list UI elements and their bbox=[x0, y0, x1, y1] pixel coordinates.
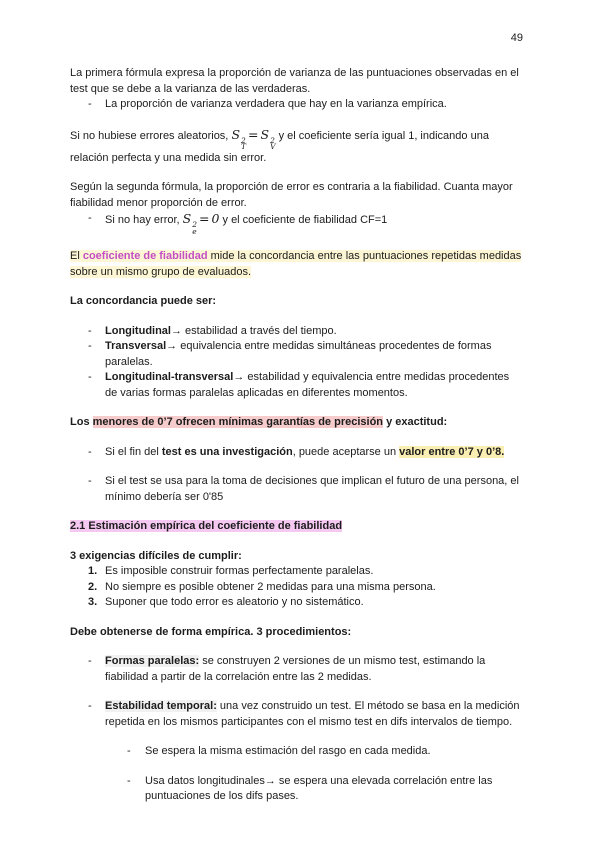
document-content bbox=[70, 66, 536, 819]
bullet-dash: - bbox=[88, 324, 92, 337]
sub-bullet-datos-longitudinales bbox=[70, 774, 536, 805]
heading-seccion-21: 2.1 Estimación empírica del coeficiente de fiabilidad bbox=[70, 520, 343, 532]
bullet-text: La proporción de varianza verdadera que hay en la varianza empírica. bbox=[105, 98, 447, 110]
list-number: 2. bbox=[88, 580, 98, 593]
bullet-dash: - bbox=[88, 445, 92, 458]
bullet-text: Transversal→ equivalencia entre medidas simultáneas procedentes de formas paralelas. bbox=[105, 340, 492, 368]
bullet-longitudinal bbox=[70, 324, 536, 340]
paragraph-errores-aleatorios bbox=[70, 127, 536, 167]
text-line: fiabilidad menor proporción de error. bbox=[70, 196, 247, 209]
text-line: Según la segunda fórmula, la proporción de error es contraria a la fiabilidad. Cuanta mayor bbox=[70, 181, 513, 193]
page-number: 49 bbox=[510, 32, 523, 44]
heading-concordancia: La concordancia puede ser: bbox=[70, 295, 217, 307]
highlighted-menores: menores de 0’7 ofrecen mínimas garantías de precisión bbox=[92, 416, 384, 428]
sub-bullet-misma-estimacion bbox=[70, 744, 536, 760]
bullet-text: Si el test se usa para la toma de decisiones que implican el futuro de una persona, el mínimo debería ser 0'85 bbox=[105, 475, 519, 503]
bullet-text: Si el fin del test es una investigación, puede aceptarse un valor entre 0’7 y 0’8. bbox=[105, 445, 505, 458]
term-coeficiente-fiabilidad: coeficiente de fiabilidad bbox=[82, 250, 208, 262]
bullet-dash: - bbox=[88, 371, 92, 383]
list-text: Es imposible construir formas perfectamente paralelas. bbox=[105, 565, 374, 577]
formula-st-equals-sv: S 2 T = S 2 V bbox=[231, 126, 276, 151]
term-estabilidad-temporal: Estabilidad temporal: bbox=[105, 700, 217, 712]
term-formas-paralelas: Formas paralelas: bbox=[105, 655, 200, 667]
list-number: 3. bbox=[88, 596, 98, 608]
text-line: relación perfecta y una medida sin error. bbox=[70, 151, 267, 164]
list-text: No siempre es posible obtener 2 medidas para una misma persona. bbox=[105, 580, 436, 593]
bullet-proporcion-varianza bbox=[70, 97, 536, 113]
bullet-text: Formas paralelas: se construyen 2 versiones de un mismo test, estimando la fiabilidad a partir de la correlación entre las 2 medidas. bbox=[105, 655, 486, 683]
bullet-text: Longitudinal-transversal→ estabilidad y equivalencia entre medidas procedentes de varias formas paralelas aplicadas en diferentes momentos. bbox=[105, 371, 510, 399]
paragraph-primera-formula bbox=[70, 66, 536, 97]
bullet-longitudinal-transversal bbox=[70, 370, 536, 401]
bullet-formas-paralelas bbox=[70, 654, 536, 685]
bullet-dash: - bbox=[88, 212, 92, 224]
numbered-item-2 bbox=[70, 580, 536, 596]
paragraph-segunda-formula bbox=[70, 180, 536, 211]
numbered-item-1 bbox=[70, 564, 536, 580]
heading-procedimientos: Debe obtenerse de forma empírica. 3 procedimientos: bbox=[70, 625, 352, 638]
bullet-dash: - bbox=[88, 475, 92, 487]
heading-menores-07: Los menores de 0’7 ofrecen mínimas garantías de precisión y exactitud: bbox=[70, 416, 448, 428]
bullet-text: Estabilidad temporal: una vez construido un test. El método se basa en la medición repetida en los mismos participantes con el mismo test en difs intervalos de tiempo. bbox=[105, 700, 520, 728]
bullet-no-error bbox=[70, 211, 536, 235]
text-line: test que se debe a la varianza de las verdaderas. bbox=[70, 82, 311, 95]
paragraph-definicion-coeficiente bbox=[70, 249, 536, 280]
bullet-text: Longitudinal→ estabilidad a través del tiempo. bbox=[105, 324, 337, 337]
formula-se-equals-0: S 2 e = 0 bbox=[182, 211, 220, 236]
bullet-fin-investigacion bbox=[70, 445, 536, 461]
bullet-dash: - bbox=[88, 98, 92, 110]
bullet-toma-decisiones bbox=[70, 474, 536, 505]
text-line: Si no hubiese errores aleatorios, S 2 T = S 2 V y el coeficiente sería igual 1, indicando una bbox=[70, 126, 489, 151]
list-text: Suponer que todo error es aleatorio y no sistemático. bbox=[105, 596, 364, 608]
text-line: sobre un mismo grupo de evaluados. bbox=[70, 265, 251, 278]
bullet-text: Usa datos longitudinales→ se espera una elevada correlación entre las puntuaciones de los difs pases. bbox=[145, 774, 493, 802]
bullet-text: Si no hay error, S 2 e = 0 y el coeficiente de fiabilidad CF=1 bbox=[105, 211, 388, 236]
text-line: La primera fórmula expresa la proporción de varianza de las puntuaciones observadas en el bbox=[70, 67, 519, 79]
bullet-dash: - bbox=[88, 340, 92, 352]
bullet-dash: - bbox=[88, 700, 92, 712]
bullet-transversal bbox=[70, 339, 536, 370]
bullet-text: Se espera la misma estimación del rasgo en cada medida. bbox=[145, 745, 431, 757]
text-line: El coeficiente de fiabilidad mide la concordancia entre las puntuaciones repetidas medidas bbox=[70, 250, 522, 262]
numbered-item-3 bbox=[70, 595, 536, 611]
highlighted-valor: valor entre 0’7 y 0’8. bbox=[399, 445, 505, 458]
bullet-dash: - bbox=[88, 655, 92, 667]
bullet-dash: - bbox=[127, 745, 131, 757]
heading-exigencias: 3 exigencias difíciles de cumplir: bbox=[70, 549, 242, 562]
bullet-estabilidad-temporal bbox=[70, 699, 536, 730]
list-number: 1. bbox=[88, 565, 98, 577]
bullet-dash: - bbox=[127, 774, 131, 787]
